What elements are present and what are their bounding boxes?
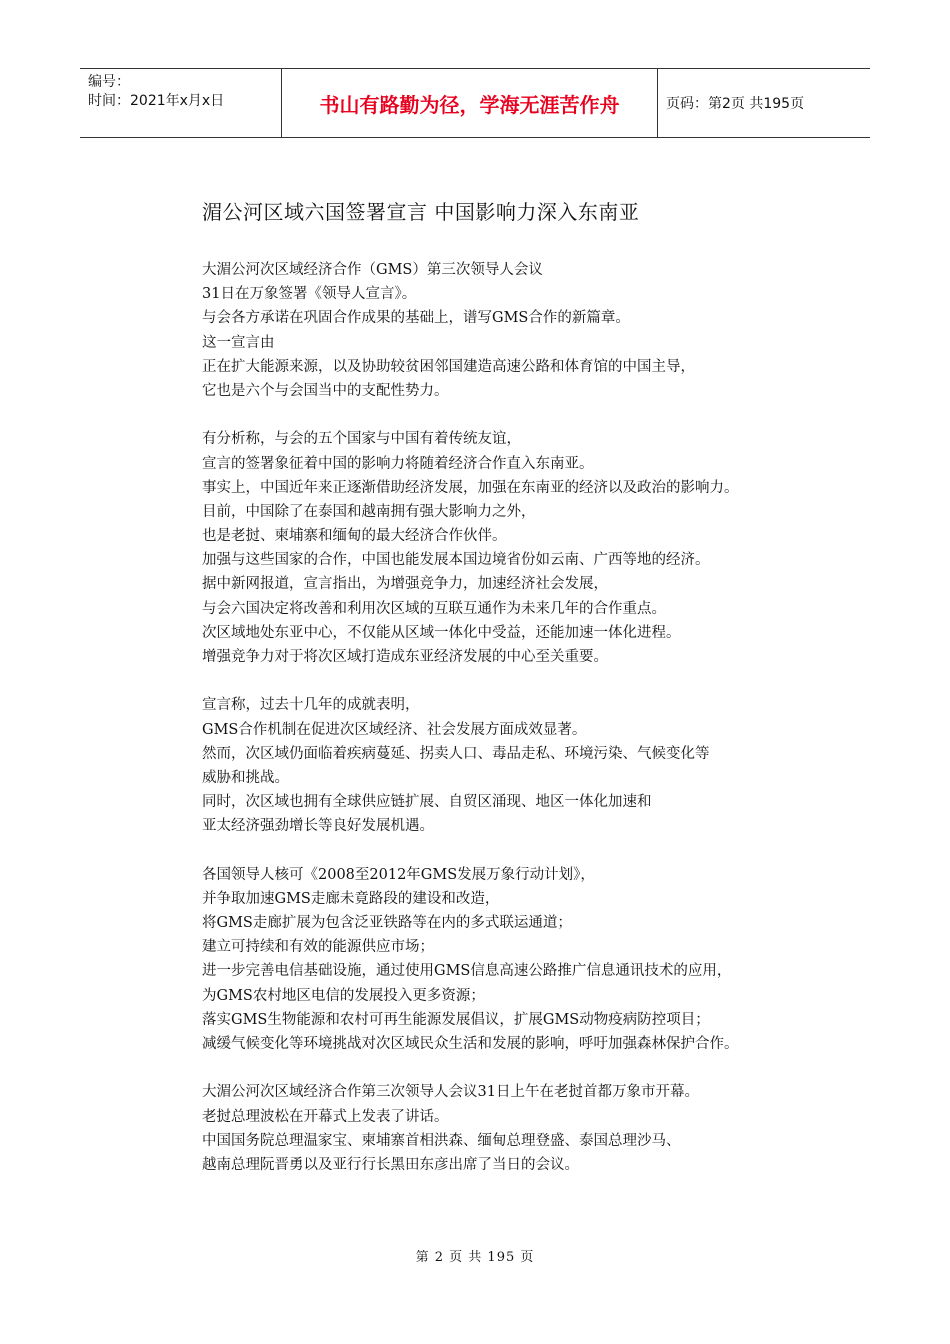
text-line: 它也是六个与会国当中的支配性势力。 [202,382,449,399]
text-line: 事实上，中国近年来正逐渐借助经济发展，加强在东南亚的经济以及政治的影响力。 [202,479,739,496]
text-line: 这一宣言由 [202,334,275,351]
text-line: GMS合作机制在促进次区域经济、社会发展方面成效显著。 [202,721,587,738]
article-body [202,258,842,1177]
text-line: 越南总理阮晋勇以及亚行行长黑田东彦出席了当日的会议。 [202,1156,579,1173]
text-line: 据中新网报道，宣言指出，为增强竞争力，加速经济社会发展， [202,576,608,593]
number-label: 编号： [88,74,130,90]
text-line: 落实GMS生物能源和农村可再生能源发展倡议，扩展GMS动物疫病防控项目； [202,1011,710,1028]
text-line: 正在扩大能源来源，以及协助较贫困邻国建造高速公路和体育馆的中国主导， [202,358,695,375]
text-line: 有分析称，与会的五个国家与中国有着传统友谊， [202,431,521,448]
page-header [80,68,870,138]
text-line: 也是老挝、柬埔寨和缅甸的最大经济合作伙伴。 [202,528,507,545]
text-line: 老挝总理波松在开幕式上发表了讲话。 [202,1108,449,1125]
page-footer: 第 2 页 共 195 页 [415,1250,535,1265]
text-line: 将GMS走廊扩展为包含泛亚铁路等在内的多式联运通道； [202,915,572,932]
header-meta [80,69,282,137]
text-line: 进一步完善电信基础设施，通过使用GMS信息高速公路推广信息通讯技术的应用， [202,963,732,980]
text-line: 各国领导人核可《2008至2012年GMS发展万象行动计划》， [202,866,595,883]
header-motto: 书山有路勤为径，学海无涯苦作舟 [282,69,658,137]
paragraph [202,1080,842,1177]
date-label: 时间：2021年x月x日 [88,93,225,109]
text-line: 为GMS农村地区电信的发展投入更多资源； [202,987,485,1004]
text-line: 与会各方承诺在巩固合作成果的基础上，谱写GMS合作的新篇章。 [202,310,630,327]
text-line: 大湄公河次区域经济合作第三次领导人会议31日上午在老挝首都万象市开幕。 [202,1084,699,1101]
text-line: 亚太经济强劲增长等良好发展机遇。 [202,818,434,835]
paragraph [202,693,842,838]
text-line: 威胁和挑战。 [202,769,289,786]
paragraph [202,863,842,1057]
text-line: 宣言的签署象征着中国的影响力将随着经济合作直入东南亚。 [202,455,594,472]
text-line: 并争取加速GMS走廊未竟路段的建设和改造， [202,890,500,907]
paragraph [202,258,842,403]
text-line: 同时，次区域也拥有全球供应链扩展、自贸区涌现、地区一体化加速和 [202,794,652,811]
article-title: 湄公河区域六国签署宣言 中国影响力深入东南亚 [202,200,640,224]
text-line: 宣言称，过去十几年的成就表明， [202,697,420,714]
text-line: 减缓气候变化等环境挑战对次区域民众生活和发展的影响，呼吁加强森林保护合作。 [202,1036,739,1052]
text-line: 与会六国决定将改善和利用次区域的互联互通作为未来几年的合作重点。 [202,600,666,617]
text-line: 目前，中国除了在泰国和越南拥有强大影响力之外， [202,503,536,520]
text-line: 建立可持续和有效的能源供应市场； [202,939,434,956]
header-page-info: 页码：第2页 共195页 [666,96,805,112]
text-line: 次区域地处东亚中心，不仅能从区域一体化中受益，还能加速一体化进程。 [202,624,681,641]
text-line: 然而，次区域仍面临着疾病蔓延、拐卖人口、毒品走私、环境污染、气候变化等 [202,745,710,762]
text-line: 31日在万象签署《领导人宣言》。 [202,286,417,303]
text-line: 大湄公河次区域经济合作（GMS）第三次领导人会议 [202,262,543,278]
text-line: 加强与这些国家的合作，中国也能发展本国边境省份如云南、广西等地的经济。 [202,552,710,569]
text-line: 增强竞争力对于将次区域打造成东亚经济发展的中心至关重要。 [202,649,608,665]
paragraph [202,427,842,669]
text-line: 中国国务院总理温家宝、柬埔寨首相洪森、缅甸总理登盛、泰国总理沙马、 [202,1132,681,1149]
